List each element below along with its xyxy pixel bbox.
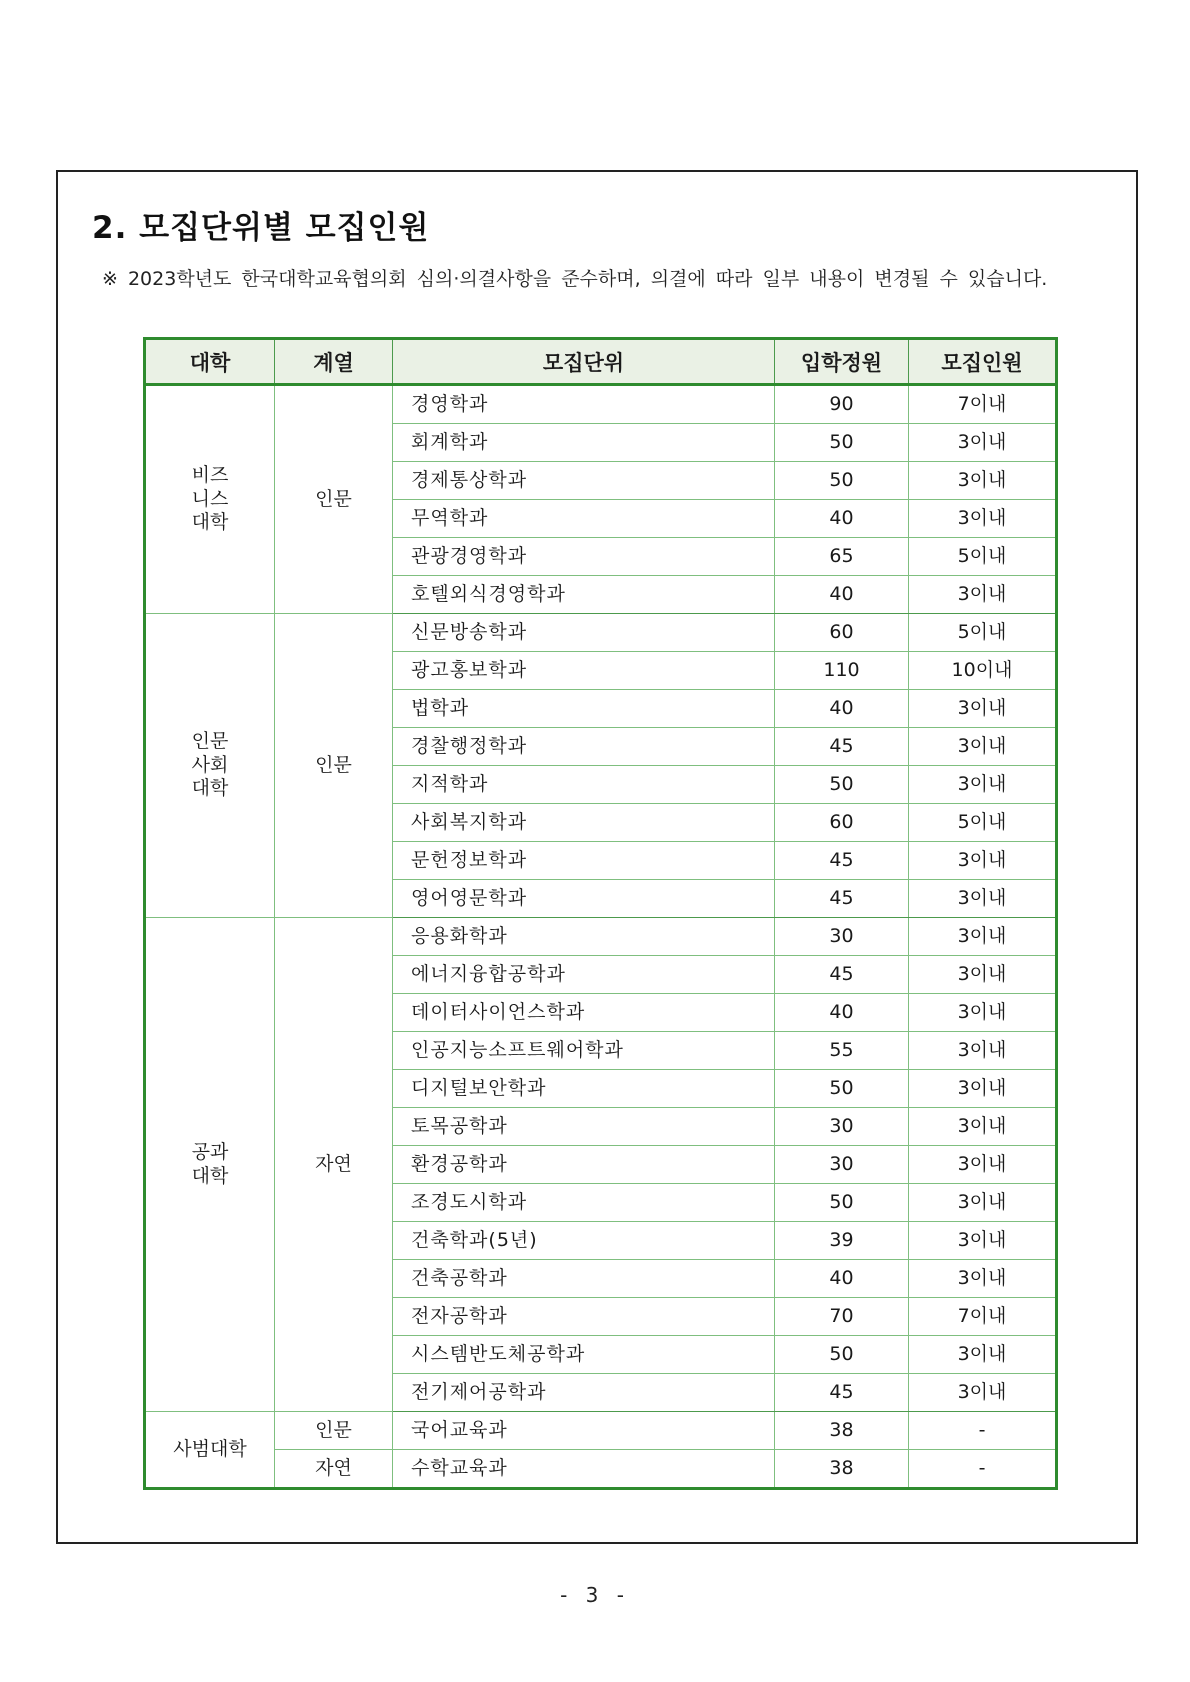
track-cell: 인문 [275,385,393,614]
recruit-cell: 3이내 [909,500,1057,538]
recruitment-table [143,337,1058,1490]
quota-cell: 45 [775,880,909,918]
dept-cell: 건축학과(5년) [393,1222,775,1260]
recruit-cell: 3이내 [909,994,1057,1032]
page-number: - 3 - [560,1583,630,1607]
dept-cell: 무역학과 [393,500,775,538]
recruit-cell: 3이내 [909,1032,1057,1070]
recruit-cell: 5이내 [909,614,1057,652]
quota-cell: 45 [775,728,909,766]
college-name: 사범대학 [173,1437,247,1460]
table-row [145,1412,1057,1450]
quota-cell: 40 [775,690,909,728]
dept-cell: 지적학과 [393,766,775,804]
dept-cell: 응용화학과 [393,918,775,956]
dept-cell: 에너지융합공학과 [393,956,775,994]
table-body [145,385,1057,1489]
header-college: 대학 [145,339,275,385]
dept-cell: 관광경영학과 [393,538,775,576]
dept-cell: 광고홍보학과 [393,652,775,690]
recruit-cell: 3이내 [909,1070,1057,1108]
quota-cell: 45 [775,956,909,994]
table-row [145,1450,1057,1489]
college-name: 비즈 니스 대학 [191,463,229,534]
recruit-cell: 3이내 [909,1108,1057,1146]
dept-cell: 국어교육과 [393,1412,775,1450]
quota-cell: 50 [775,1070,909,1108]
recruit-cell: 5이내 [909,538,1057,576]
table-row [145,918,1057,956]
quota-cell: 40 [775,1260,909,1298]
dept-cell: 문헌정보학과 [393,842,775,880]
recruit-cell: 7이내 [909,1298,1057,1336]
dept-cell: 영어영문학과 [393,880,775,918]
dept-cell: 수학교육과 [393,1450,775,1489]
quota-cell: 38 [775,1450,909,1489]
dept-cell: 경찰행정학과 [393,728,775,766]
quota-cell: 50 [775,766,909,804]
recruit-cell: 3이내 [909,1184,1057,1222]
recruit-cell: - [909,1412,1057,1450]
quota-cell: 50 [775,1184,909,1222]
quota-cell: 30 [775,918,909,956]
table-header-row [145,339,1057,385]
dept-cell: 디지털보안학과 [393,1070,775,1108]
quota-cell: 70 [775,1298,909,1336]
dept-cell: 인공지능소프트웨어학과 [393,1032,775,1070]
recruit-cell: 10이내 [909,652,1057,690]
dept-cell: 사회복지학과 [393,804,775,842]
recruit-cell: 5이내 [909,804,1057,842]
college-cell [145,614,275,918]
college-name: 공과 대학 [191,1140,229,1187]
dept-cell: 경제통상학과 [393,462,775,500]
quota-cell: 40 [775,994,909,1032]
recruit-cell: 3이내 [909,1374,1057,1412]
quota-cell: 90 [775,385,909,424]
header-track: 계열 [275,339,393,385]
section-note: ※ 2023학년도 한국대학교육협의회 심의·의결사항을 준수하며, 의결에 따라 일부 내용이 변경될 수 있습니다. [102,268,1048,290]
track-cell: 인문 [275,614,393,918]
quota-cell: 60 [775,804,909,842]
table-row [145,385,1057,424]
dept-cell: 조경도시학과 [393,1184,775,1222]
dept-cell: 건축공학과 [393,1260,775,1298]
recruit-cell: 3이내 [909,1222,1057,1260]
quota-cell: 30 [775,1146,909,1184]
recruit-cell: 3이내 [909,956,1057,994]
quota-cell: 45 [775,842,909,880]
header-recruit: 모집인원 [909,339,1057,385]
header-unit: 모집단위 [393,339,775,385]
college-cell [145,385,275,614]
dept-cell: 토목공학과 [393,1108,775,1146]
college-cell [145,1412,275,1489]
quota-cell: 30 [775,1108,909,1146]
quota-cell: 55 [775,1032,909,1070]
quota-cell: 60 [775,614,909,652]
quota-cell: 39 [775,1222,909,1260]
college-cell [145,918,275,1412]
dept-cell: 회계학과 [393,424,775,462]
section-title: 2. 모집단위별 모집인원 [92,210,430,246]
recruit-cell: 3이내 [909,1146,1057,1184]
track-cell: 자연 [275,1450,393,1489]
college-name: 인문 사회 대학 [191,729,229,800]
quota-cell: 38 [775,1412,909,1450]
recruit-cell: 3이내 [909,576,1057,614]
dept-cell: 시스템반도체공학과 [393,1336,775,1374]
quota-cell: 50 [775,462,909,500]
dept-cell: 호텔외식경영학과 [393,576,775,614]
track-cell: 인문 [275,1412,393,1450]
dept-cell: 환경공학과 [393,1146,775,1184]
recruit-cell: 3이내 [909,766,1057,804]
track-cell: 자연 [275,918,393,1412]
header-quota: 입학정원 [775,339,909,385]
dept-cell: 경영학과 [393,385,775,424]
recruit-cell: 7이내 [909,385,1057,424]
recruit-cell: 3이내 [909,424,1057,462]
dept-cell: 전자공학과 [393,1298,775,1336]
quota-cell: 110 [775,652,909,690]
dept-cell: 법학과 [393,690,775,728]
recruit-cell: 3이내 [909,690,1057,728]
quota-cell: 45 [775,1374,909,1412]
table-row [145,614,1057,652]
dept-cell: 신문방송학과 [393,614,775,652]
quota-cell: 50 [775,1336,909,1374]
quota-cell: 50 [775,424,909,462]
recruit-cell: 3이내 [909,1336,1057,1374]
recruit-cell: 3이내 [909,918,1057,956]
quota-cell: 65 [775,538,909,576]
recruit-cell: 3이내 [909,1260,1057,1298]
recruit-cell: 3이내 [909,842,1057,880]
recruit-cell: - [909,1450,1057,1489]
quota-cell: 40 [775,500,909,538]
recruit-cell: 3이내 [909,462,1057,500]
quota-cell: 40 [775,576,909,614]
recruit-cell: 3이내 [909,728,1057,766]
dept-cell: 데이터사이언스학과 [393,994,775,1032]
recruit-cell: 3이내 [909,880,1057,918]
dept-cell: 전기제어공학과 [393,1374,775,1412]
